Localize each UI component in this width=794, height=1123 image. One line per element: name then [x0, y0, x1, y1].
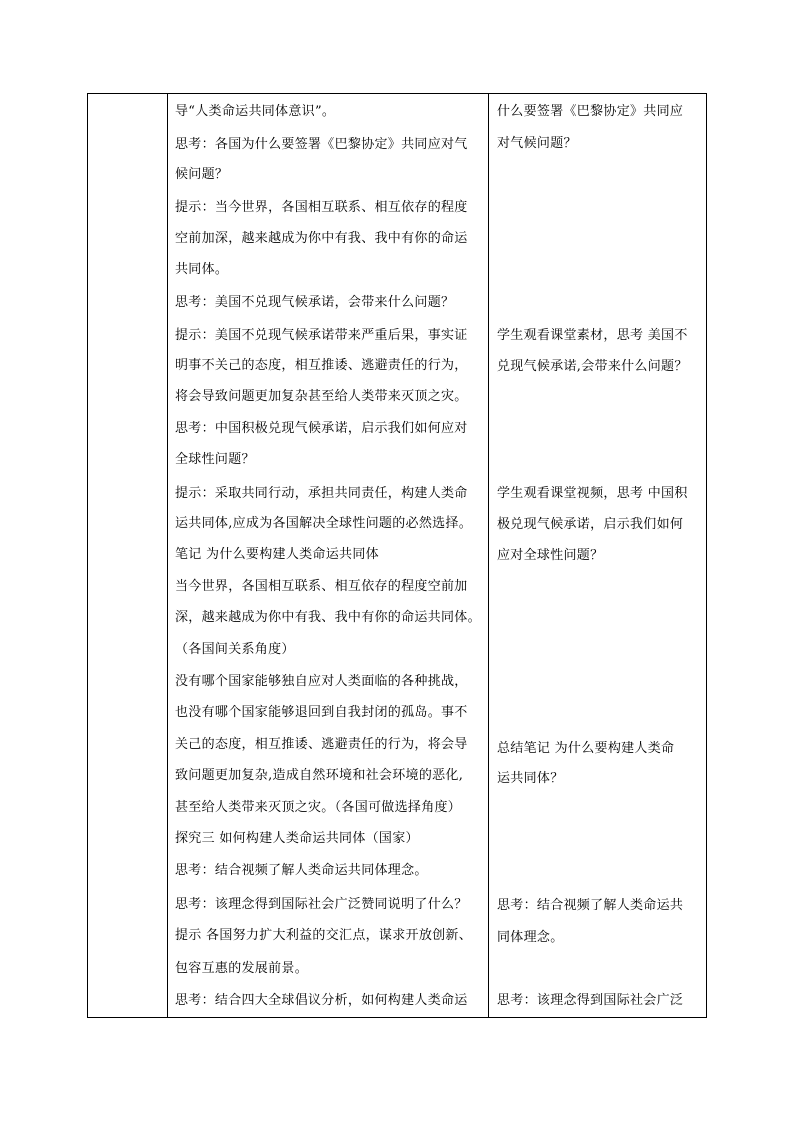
text-line: 思考：该理念得到国际社会广泛赞同说明了什么？ [175, 897, 468, 912]
text-line: 总结笔记 为什么要构建人类命 [497, 741, 675, 756]
text-line: 什么要签署《巴黎协定》共同应 [497, 104, 684, 119]
text-line: 致问题更加复杂,造成自然环境和社会环境的恶化, [175, 768, 464, 783]
text-line: 提示：美国不兑现气候承诺带来严重后果，事实证 [175, 328, 468, 343]
section-column [88, 94, 168, 1017]
text-line: 思考：结合视频了解人类命运共同体理念。 [175, 863, 428, 878]
text-line: 候问题？ [175, 167, 229, 182]
text-line: 导“人类命运共同体意识”。 [175, 104, 336, 119]
text-line: 当今世界，各国相互联系、相互依存的程度空前加 [175, 579, 468, 594]
text-line: 思考：中国积极兑现气候承诺，启示我们如何应对 [175, 421, 468, 436]
text-line: 明事不关己的态度，相互推诿、逃避责任的行为， [175, 358, 468, 373]
text-line: 思考：各国为什么要签署《巴黎协定》共同应对气 [175, 137, 468, 152]
text-line: 空前加深，越来越成为你中有我、我中有你的命运 [175, 231, 468, 246]
student-activity-column [489, 94, 706, 1017]
text-line: 深，越来越成为你中有我、我中有你的命运共同体。 [175, 610, 481, 625]
text-line: 兑现气候承诺,会带来什么问题？ [497, 359, 688, 374]
text-line: 对气候问题？ [497, 136, 577, 151]
text-line: 学生观看课堂视频，思考 中国积 [497, 486, 688, 501]
text-line: 提示 各国努力扩大利益的交汇点，谋求开放创新、 [175, 928, 473, 943]
text-line: 也没有哪个国家能够退回到自我封闭的孤岛。事不 [175, 705, 468, 720]
text-line: 包容互惠的发展前景。 [175, 961, 309, 976]
text-line: 思考：结合四大全球倡议分析，如何构建人类命运 [175, 993, 468, 1008]
text-line: 思考：结合视频了解人类命运共 [497, 898, 684, 913]
text-line: 全球性问题？ [175, 452, 255, 467]
lesson-plan-table [87, 93, 707, 1018]
text-line: 思考：该理念得到国际社会广泛 [497, 993, 684, 1008]
text-line: 提示：采取共同行动，承担共同责任，构建人类命 [175, 486, 468, 501]
text-line: 甚至给人类带来灭顶之灾。（各国可做选择角度） [175, 800, 462, 815]
text-line: 提示：当今世界，各国相互联系、相互依存的程度 [175, 200, 468, 215]
text-line: 运共同体,应成为各国解决全球性问题的必然选择。 [175, 516, 473, 531]
text-line: 运共同体？ [497, 771, 564, 786]
text-line: 没有哪个国家能够独自应对人类面临的各种挑战， [175, 674, 468, 689]
teacher-activity-column [168, 94, 489, 1017]
text-line: （各国间关系角度） [175, 642, 295, 657]
text-line: 共同体。 [175, 262, 229, 277]
text-line: 同体理念。 [497, 930, 564, 945]
text-line: 思考：美国不兑现气候承诺，会带来什么问题？ [175, 295, 455, 310]
text-line: 应对全球性问题？ [497, 548, 604, 563]
text-line: 关己的态度，相互推诿、逃避责任的行为，将会导 [175, 737, 468, 752]
text-line: 将会导致问题更加复杂甚至给人类带来灭顶之灾。 [175, 389, 468, 404]
text-line: 探究三 如何构建人类命运共同体（国家） [175, 831, 419, 846]
text-line: 学生观看课堂素材，思考 美国不 [497, 328, 688, 343]
text-line: 笔记 为什么要构建人类命运共同体 [175, 547, 379, 562]
text-line: 极兑现气候承诺，启示我们如何 [497, 517, 684, 532]
